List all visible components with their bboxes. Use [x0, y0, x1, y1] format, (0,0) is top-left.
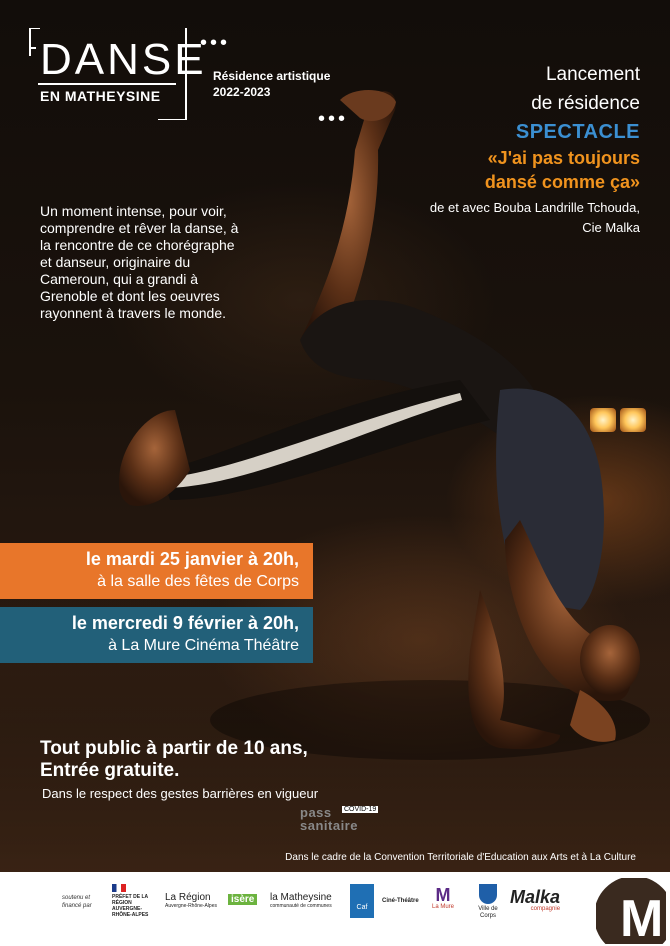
date-place: à La Mure Cinéma Théâtre — [108, 637, 299, 654]
credits-line1: de et avec Bouba Landrille Tchouda, — [429, 200, 640, 215]
logo-title: DANSE — [40, 35, 207, 84]
sponsor-footer — [0, 872, 670, 946]
sponsor-label — [62, 894, 92, 910]
region-logo — [165, 892, 217, 909]
residence-line1: Résidence artistique — [213, 69, 331, 83]
corps-name: Ville de Corps — [478, 906, 498, 919]
malka-logo — [510, 888, 560, 912]
intro-text: Un moment intense, pour voir, comprendre et rêver la danse, à la rencontre de ce chorégraphe et danseur, originaire du Cameroun, qui a grandi à Grenoble et dont les oeuvres rayonnent à travers le monde. — [40, 203, 239, 321]
residence-label — [213, 68, 330, 100]
corps-logo — [474, 884, 502, 920]
lamure-icon: M — [435, 885, 451, 905]
matheysine-logo — [270, 892, 332, 909]
show-title-line1: «J'ai pas toujours — [487, 148, 640, 168]
region-name: La Région — [165, 892, 211, 903]
audience-line1: Tout public à partir de 10 ans, — [40, 738, 308, 759]
shield-icon — [479, 884, 497, 904]
cine-theatre-logo: Ciné-Théâtre — [382, 898, 419, 904]
malka-sub: compagnie — [530, 906, 561, 912]
logo-subtitle: EN MATHEYSINE — [40, 88, 161, 104]
prefet-logo — [112, 884, 152, 918]
launch-line2: de résidence — [531, 93, 640, 114]
dots-top: ••• — [200, 32, 231, 54]
date-main: le mardi 25 janvier à 20h, — [85, 549, 299, 569]
sponsor-label-line1: soutenu et — [62, 895, 91, 901]
date-banner-lamure — [0, 607, 313, 663]
pass-line1: pass — [300, 805, 332, 820]
audience-info — [40, 738, 308, 782]
danse-logo — [28, 28, 207, 120]
flag-icon — [112, 884, 126, 892]
m-logo-letter: M — [620, 890, 664, 944]
prefet-text: PRÉFET DE LA RÉGION AUVERGNE-RHÔNE-ALPES — [112, 894, 149, 918]
region-sub: Auvergne-Rhône-Alpes — [165, 903, 217, 909]
date-place: à la salle des fêtes de Corps — [97, 573, 299, 590]
matheysine-sub: communauté de communes — [270, 903, 332, 909]
date-main: le mercredi 9 février à 20h, — [71, 613, 299, 633]
sponsor-label-line2: financé par — [62, 903, 92, 909]
lamure-logo — [432, 886, 454, 910]
pass-sanitaire-logo — [300, 806, 380, 836]
pass-line2: sanitaire — [300, 818, 358, 833]
credits-line2: Cie Malka — [582, 220, 640, 235]
residence-line2: 2022-2023 — [213, 85, 271, 99]
isere-logo: isère — [228, 894, 257, 905]
dots-bottom: ••• — [318, 108, 349, 130]
covid-badge: COVID-19 — [344, 806, 377, 813]
m-logo — [596, 878, 666, 944]
stage-lamp — [590, 408, 616, 432]
malka-name: Malka — [510, 887, 561, 907]
caf-logo: Caf — [350, 884, 374, 918]
show-title-line2: dansé comme ça» — [484, 172, 640, 192]
convention-text: Dans le cadre de la Convention Territoriale d'Education aux Arts et à La Culture — [285, 852, 636, 863]
stage-lamp — [620, 408, 646, 432]
barrier-notice: Dans le respect des gestes barrières en vigueur — [42, 786, 319, 801]
date-banner-corps — [0, 543, 313, 599]
m-logo-icon — [596, 878, 666, 944]
launch-line1: Lancement — [545, 64, 640, 85]
audience-line2: Entrée gratuite. — [40, 760, 180, 781]
spectacle-label: SPECTACLE — [515, 121, 640, 143]
lamure-name: La Mure — [432, 904, 455, 910]
matheysine-name: la Matheysine — [270, 892, 332, 903]
show-header — [340, 60, 640, 238]
